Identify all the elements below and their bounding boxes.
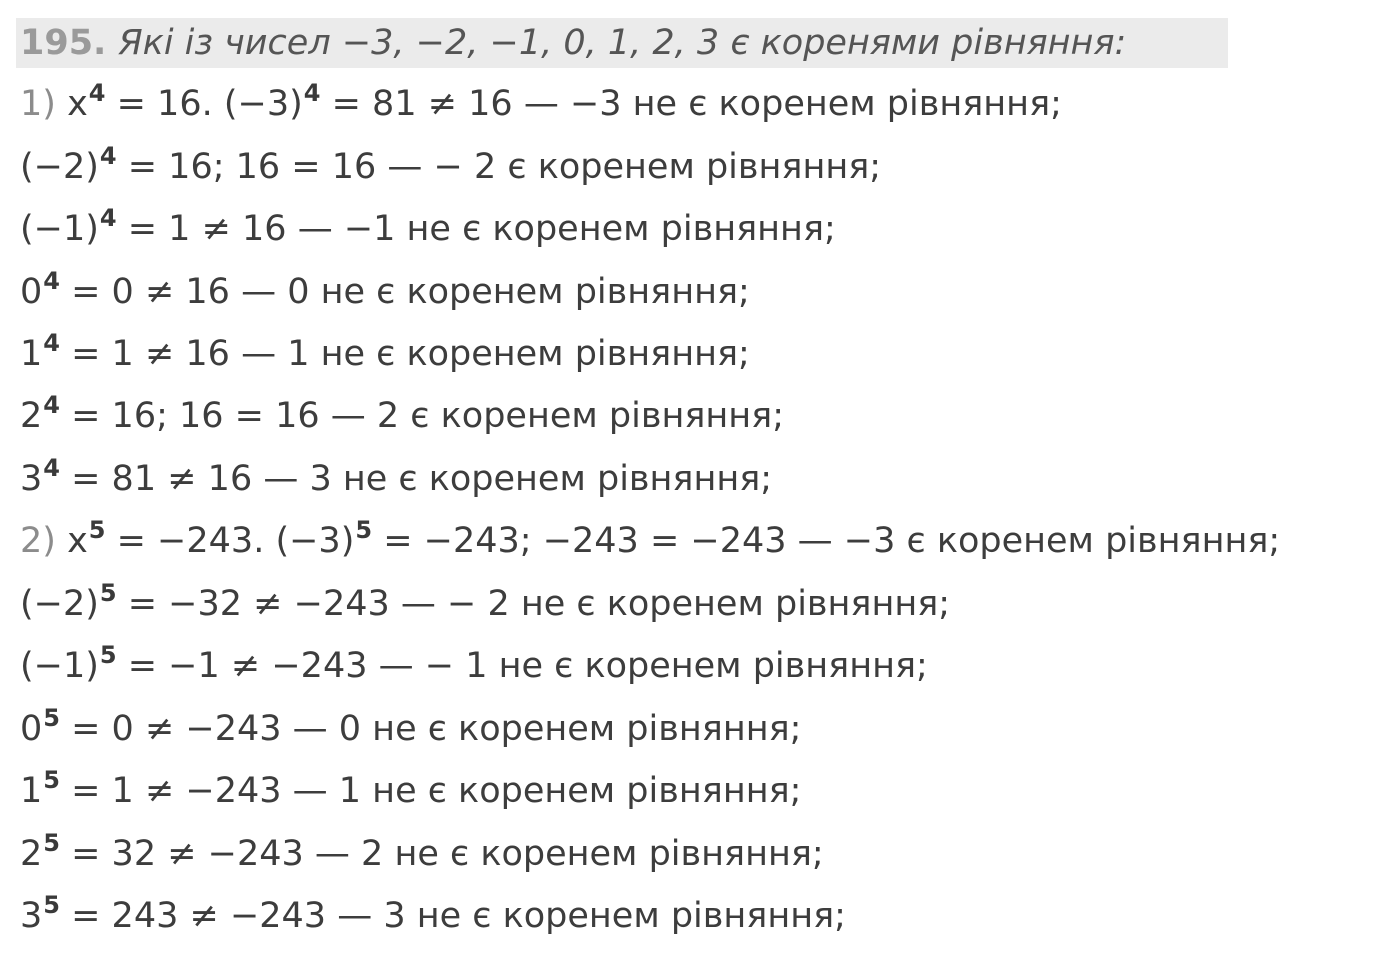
line-exponent: 5 bbox=[43, 891, 60, 919]
solution-line bbox=[20, 763, 801, 819]
line-tail: = 81 ≠ 16 — −3 не є коренем рівняння; bbox=[320, 84, 1062, 124]
line-exponent: 5 bbox=[43, 829, 60, 857]
line-rest: = 16; 16 = 16 — − 2 є коренем рівняння; bbox=[116, 147, 882, 187]
line-exponent: 5 bbox=[99, 641, 117, 669]
line-exponent: 4 bbox=[43, 391, 60, 419]
line-exponent: 5 bbox=[88, 516, 106, 544]
line-base: x bbox=[67, 521, 88, 561]
solution-line bbox=[20, 638, 928, 694]
task-header bbox=[16, 18, 1228, 68]
solution-line bbox=[20, 888, 846, 944]
line-exponent: 5 bbox=[43, 704, 60, 732]
task-number: 195. bbox=[20, 23, 107, 63]
line-base: 1 bbox=[20, 771, 43, 811]
solution-line bbox=[20, 701, 801, 757]
line-rest: = −32 ≠ −243 — − 2 не є коренем рівняння; bbox=[116, 584, 951, 624]
solution-line bbox=[20, 76, 1062, 132]
solution-line bbox=[20, 513, 1280, 569]
line-base: 0 bbox=[20, 709, 43, 749]
line-base: 2 bbox=[20, 834, 43, 874]
line-rest: = 32 ≠ −243 — 2 не є коренем рівняння; bbox=[59, 834, 824, 874]
line-exponent: 4 bbox=[43, 267, 60, 295]
line-rest: = 16. (−3) bbox=[105, 84, 303, 124]
solution-line bbox=[20, 826, 824, 882]
line-base: (−2) bbox=[20, 584, 99, 624]
line-base: 2 bbox=[20, 396, 43, 436]
line-base: (−2) bbox=[20, 147, 99, 187]
line-base: 3 bbox=[20, 459, 43, 499]
line-base: 1 bbox=[20, 334, 43, 374]
solution-line bbox=[20, 139, 881, 195]
line-tail: = −243; −243 = −243 — −3 є коренем рівняння; bbox=[372, 521, 1281, 561]
task-question: Які із чисел −3, −2, −1, 0, 1, 2, 3 є коренями рівняння: bbox=[118, 23, 1127, 63]
line-exponent: 4 bbox=[88, 79, 106, 107]
part-label: 1) bbox=[20, 84, 68, 124]
line-rest: = −243. (−3) bbox=[105, 521, 355, 561]
line-rest: = 0 ≠ 16 — 0 не є коренем рівняння; bbox=[59, 272, 750, 312]
solution-line bbox=[20, 388, 784, 444]
line-rest: = 0 ≠ −243 — 0 не є коренем рівняння; bbox=[59, 709, 802, 749]
line-exponent: 4 bbox=[43, 329, 60, 357]
line-rest: = 16; 16 = 16 — 2 є коренем рівняння; bbox=[59, 396, 785, 436]
line-rest: = 243 ≠ −243 — 3 не є коренем рівняння; bbox=[59, 896, 846, 936]
line-exponent: 4 bbox=[99, 142, 117, 170]
line-exponent-2: 4 bbox=[303, 79, 321, 107]
line-rest: = −1 ≠ −243 — − 1 не є коренем рівняння; bbox=[116, 646, 928, 686]
line-exponent: 5 bbox=[43, 766, 60, 794]
line-rest: = 1 ≠ 16 — 1 не є коренем рівняння; bbox=[59, 334, 750, 374]
line-rest: = 81 ≠ 16 — 3 не є коренем рівняння; bbox=[59, 459, 773, 499]
line-exponent-2: 5 bbox=[355, 516, 373, 544]
line-rest: = 1 ≠ 16 — −1 не є коренем рівняння; bbox=[116, 209, 836, 249]
solution-line bbox=[20, 326, 750, 382]
solution-line bbox=[20, 201, 836, 257]
part-label: 2) bbox=[20, 521, 68, 561]
line-exponent: 5 bbox=[99, 579, 117, 607]
solution-line bbox=[20, 576, 950, 632]
line-base: (−1) bbox=[20, 646, 99, 686]
solution-line bbox=[20, 264, 750, 320]
solution-line bbox=[20, 451, 772, 507]
line-base: 0 bbox=[20, 272, 43, 312]
line-base: (−1) bbox=[20, 209, 99, 249]
line-base: 3 bbox=[20, 896, 43, 936]
line-exponent: 4 bbox=[99, 204, 117, 232]
line-exponent: 4 bbox=[43, 454, 60, 482]
line-rest: = 1 ≠ −243 — 1 не є коренем рівняння; bbox=[59, 771, 802, 811]
line-base: x bbox=[67, 84, 88, 124]
